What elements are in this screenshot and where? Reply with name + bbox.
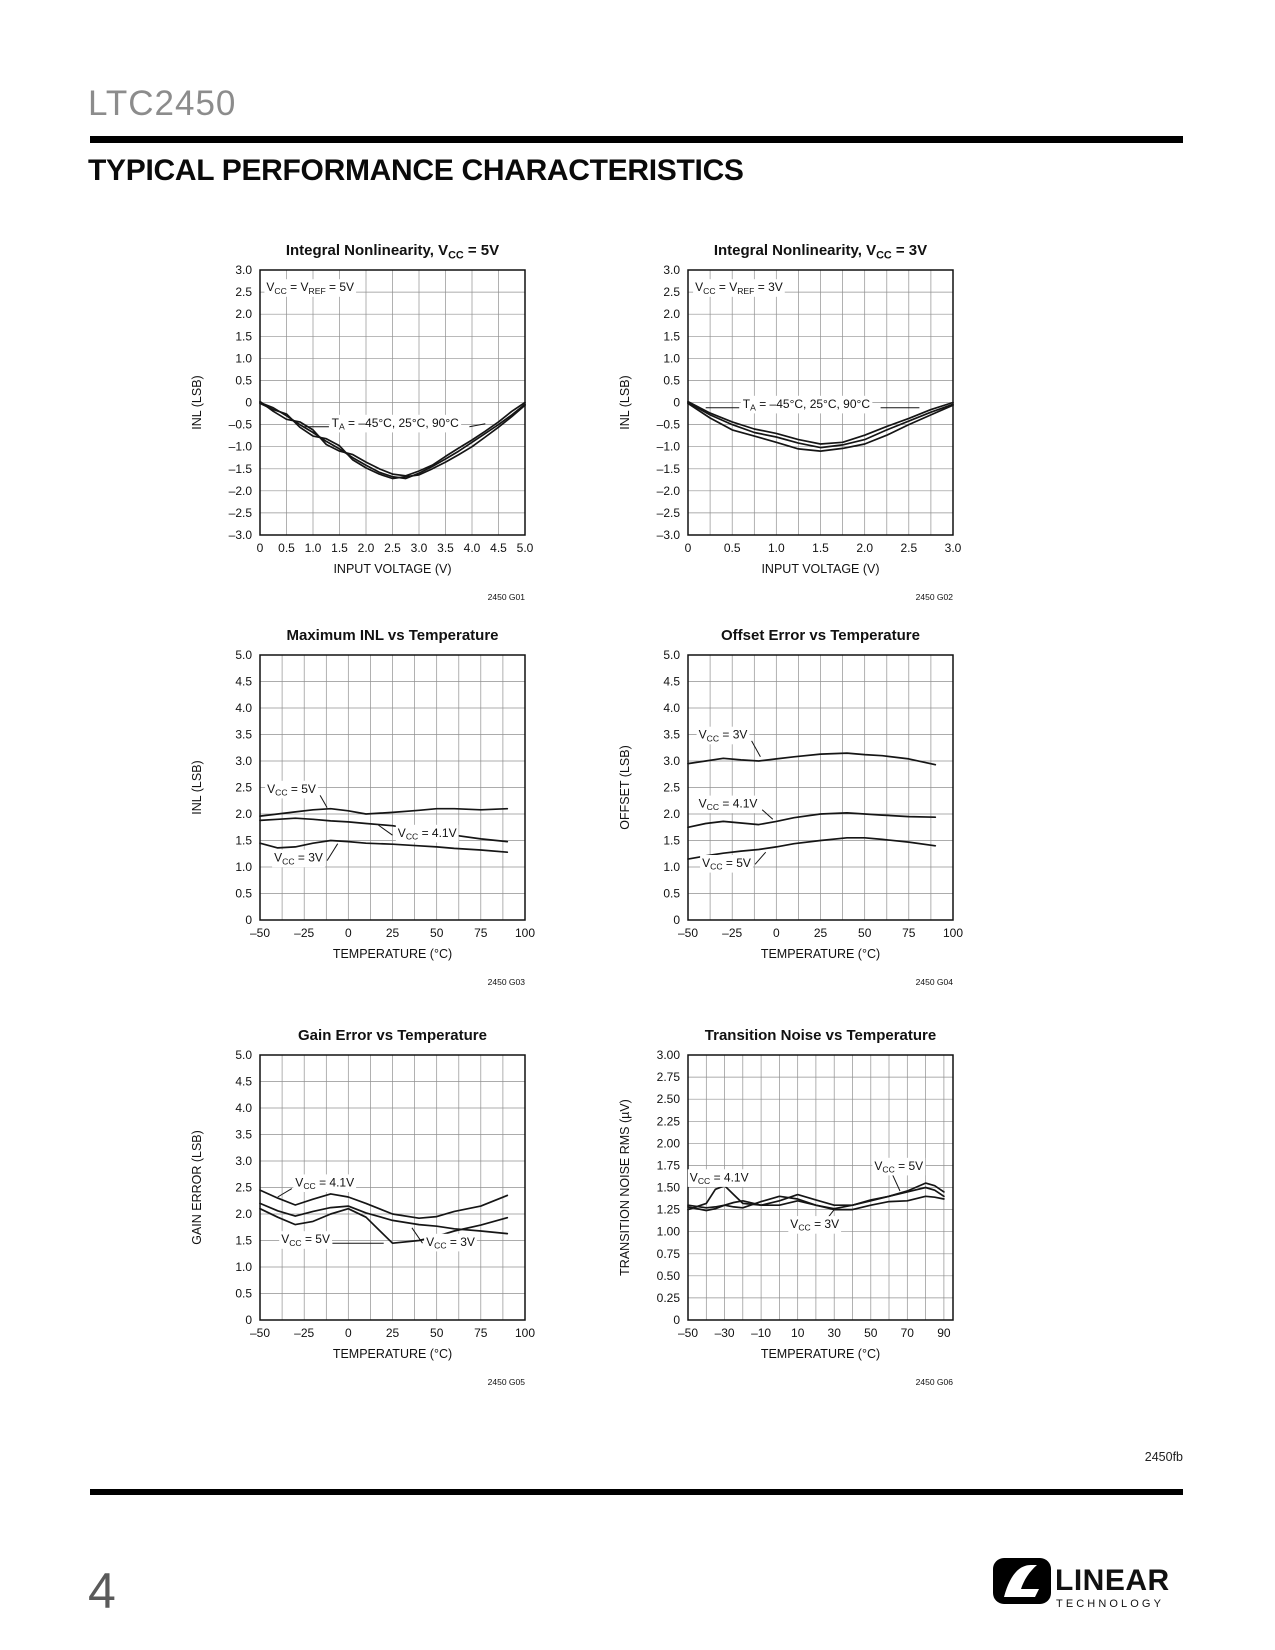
svg-text:0: 0 — [245, 913, 252, 927]
svg-text:2.0: 2.0 — [663, 807, 680, 821]
svg-text:1.5: 1.5 — [663, 833, 680, 848]
svg-text:VCC = 4.1V: $V_{CC} = 4.1V$ — [295, 1175, 355, 1191]
svg-text:3.0: 3.0 — [235, 754, 252, 768]
svg-text:–0.5: –0.5 — [656, 417, 680, 432]
svg-text:–50: –50 — [249, 926, 271, 940]
svg-text:75: 75 — [474, 1326, 488, 1340]
svg-text:–50: –50 — [249, 1326, 271, 1340]
svg-text:Transition Noise vs Temperatur: Transition Noise vs Temperature — [704, 1027, 937, 1044]
svg-text:2.0: 2.0 — [235, 307, 252, 322]
svg-text:VCC = 4.1V: $V_{CC} = 4.1V$ — [698, 796, 758, 813]
svg-text:0: 0 — [673, 1313, 680, 1327]
svg-text:1.0: 1.0 — [304, 541, 322, 555]
svg-text:25: 25 — [385, 1326, 400, 1340]
svg-text:–0.5: –0.5 — [228, 417, 252, 432]
svg-text:2.75: 2.75 — [656, 1070, 680, 1085]
svg-text:VCC = VREF = 3V: $V_{CC} = V_{REF} = 3V$ — [695, 280, 783, 296]
svg-text:4.0: 4.0 — [463, 541, 481, 555]
svg-text:1.50: 1.50 — [656, 1180, 680, 1195]
svg-text:0.5: 0.5 — [663, 886, 680, 901]
svg-text:0.50: 0.50 — [656, 1268, 680, 1283]
svg-text:100: 100 — [942, 926, 964, 940]
svg-text:4.0: 4.0 — [235, 701, 252, 715]
svg-text:3.0: 3.0 — [235, 263, 252, 277]
doc-code: 2450fb — [1144, 1450, 1183, 1464]
svg-text:Integral Nonlinearity, VCC = 3: Integral Nonlinearity, $V_{CC} = 3V$ — [713, 242, 928, 262]
svg-text:–3.0: –3.0 — [656, 528, 680, 542]
chart-integral-nonlinearity-3v — [613, 238, 1063, 606]
svg-text:2450 G01: 2450 G01 — [487, 592, 525, 602]
svg-text:5.0: 5.0 — [516, 541, 534, 555]
svg-text:1.5: 1.5 — [235, 833, 252, 848]
svg-text:25: 25 — [385, 926, 400, 940]
svg-text:0: 0 — [772, 926, 780, 940]
svg-text:4.5: 4.5 — [235, 1074, 252, 1089]
svg-text:0: 0 — [245, 1313, 252, 1327]
svg-text:3.0: 3.0 — [663, 263, 680, 277]
svg-text:Gain Error vs Temperature: Gain Error vs Temperature — [298, 1027, 487, 1044]
svg-text:VCC = 5V: $V_{CC} = 5V$ — [267, 781, 316, 798]
svg-text:2.50: 2.50 — [656, 1092, 680, 1107]
svg-text:VCC = 3V: $V_{CC} = 3V$ — [274, 850, 323, 867]
svg-text:2450 G05: 2450 G05 — [487, 1377, 525, 1387]
svg-text:5.0: 5.0 — [663, 648, 680, 662]
svg-text:50: 50 — [430, 926, 444, 940]
svg-text:1.5: 1.5 — [235, 329, 252, 344]
svg-text:0.5: 0.5 — [235, 373, 252, 388]
svg-text:0: 0 — [344, 926, 352, 940]
svg-text:2450 G02: 2450 G02 — [915, 592, 953, 602]
svg-text:1.00: 1.00 — [656, 1224, 680, 1239]
svg-text:0.5: 0.5 — [723, 541, 741, 555]
svg-text:–30: –30 — [714, 1326, 735, 1340]
svg-text:2.00: 2.00 — [656, 1136, 680, 1151]
svg-text:3.5: 3.5 — [663, 727, 680, 742]
svg-text:TEMPERATURE (°C): TEMPERATURE (°C) — [760, 1347, 881, 1361]
chart-offset-error-vs-temperature — [613, 623, 1063, 991]
svg-text:5.0: 5.0 — [235, 648, 252, 662]
svg-text:–25: –25 — [722, 926, 743, 940]
svg-text:1.0: 1.0 — [235, 860, 252, 874]
svg-text:–1.0: –1.0 — [656, 439, 680, 454]
svg-text:100: 100 — [514, 1326, 536, 1340]
section-title: TYPICAL PERFORMANCE CHARACTERISTICS — [88, 154, 744, 187]
svg-text:–2.5: –2.5 — [228, 505, 252, 520]
svg-text:TRANSITION NOISE RMS (µV): TRANSITION NOISE RMS (µV) — [618, 1099, 632, 1276]
svg-text:TA = –45°C, 25°C, 90°C: $T_A = -45^\circ C$, 25°C, 90°C — [742, 396, 871, 413]
svg-text:2.5: 2.5 — [235, 1180, 252, 1195]
svg-text:1.5: 1.5 — [235, 1233, 252, 1248]
svg-text:3.00: 3.00 — [656, 1048, 680, 1062]
svg-text:VCC = 5V: $V_{CC} = 5V$ — [702, 856, 751, 872]
svg-text:2.25: 2.25 — [656, 1114, 680, 1129]
svg-text:5.0: 5.0 — [235, 1048, 252, 1062]
footer-rule — [90, 1489, 1183, 1495]
svg-text:0: 0 — [245, 395, 252, 410]
svg-text:TEMPERATURE (°C): TEMPERATURE (°C) — [332, 1347, 453, 1361]
svg-text:Offset Error vs Temperature: Offset Error vs Temperature — [721, 627, 920, 644]
svg-text:INL (LSB): INL (LSB) — [190, 375, 204, 430]
svg-text:INPUT VOLTAGE (V): INPUT VOLTAGE (V) — [333, 562, 452, 576]
svg-text:4.0: 4.0 — [663, 701, 680, 715]
svg-text:3.0: 3.0 — [235, 1154, 252, 1168]
svg-text:TA = –45°C, 25°C, 90°C: $T_A = -45^\circ C$, 25°C, 90°C — [331, 415, 459, 432]
svg-text:–1.5: –1.5 — [656, 461, 680, 476]
svg-text:–50: –50 — [677, 1326, 699, 1340]
svg-text:–2.5: –2.5 — [656, 505, 680, 520]
svg-text:25: 25 — [813, 926, 828, 940]
svg-text:4.0: 4.0 — [235, 1101, 252, 1115]
svg-text:100: 100 — [514, 926, 536, 940]
svg-text:0: 0 — [673, 395, 680, 410]
svg-text:INL (LSB): INL (LSB) — [618, 375, 632, 430]
svg-text:TEMPERATURE (°C): TEMPERATURE (°C) — [760, 947, 881, 961]
chart-maximum-inl-vs-temperature — [185, 623, 635, 991]
svg-text:–1.5: –1.5 — [228, 461, 252, 476]
svg-text:1.5: 1.5 — [663, 329, 680, 344]
svg-text:1.75: 1.75 — [656, 1158, 680, 1173]
svg-text:1.5: 1.5 — [331, 541, 348, 555]
chart-integral-nonlinearity-5v — [185, 238, 635, 606]
svg-text:–2.0: –2.0 — [228, 483, 252, 498]
svg-text:4.5: 4.5 — [663, 674, 680, 689]
svg-text:3.5: 3.5 — [235, 727, 252, 742]
svg-text:0: 0 — [673, 913, 680, 927]
svg-text:3.5: 3.5 — [235, 1127, 252, 1142]
svg-text:Maximum INL vs Temperature: Maximum INL vs Temperature — [286, 627, 499, 644]
svg-text:VCC = 5V: $V_{CC} = 5V$ — [281, 1232, 330, 1248]
svg-text:50: 50 — [430, 1326, 444, 1340]
svg-text:VCC = 4.1V: $V_{CC} = 4.1V$ — [397, 825, 457, 842]
svg-text:90: 90 — [937, 1326, 951, 1340]
svg-text:–25: –25 — [294, 926, 315, 940]
svg-text:VCC = 4.1V: $V_{CC} = 4.1V$ — [689, 1170, 749, 1186]
svg-text:2450 G03: 2450 G03 — [487, 977, 525, 987]
svg-text:4.5: 4.5 — [490, 541, 507, 555]
svg-text:1.5: 1.5 — [812, 541, 829, 555]
svg-text:70: 70 — [900, 1326, 914, 1340]
svg-text:0.75: 0.75 — [656, 1246, 680, 1261]
svg-text:2.5: 2.5 — [900, 541, 918, 555]
svg-text:2.5: 2.5 — [384, 541, 401, 555]
svg-text:–50: –50 — [677, 926, 699, 940]
svg-text:1.0: 1.0 — [235, 1260, 252, 1274]
svg-text:0.5: 0.5 — [278, 541, 295, 555]
logo-linear-text: LINEAR — [1055, 1564, 1170, 1597]
svg-text:2.0: 2.0 — [235, 1207, 252, 1221]
svg-text:0.5: 0.5 — [235, 1286, 252, 1301]
svg-text:2.0: 2.0 — [663, 307, 680, 322]
svg-text:3.0: 3.0 — [410, 541, 428, 555]
svg-text:INL (LSB): INL (LSB) — [190, 760, 204, 815]
svg-text:0.5: 0.5 — [235, 886, 252, 901]
svg-text:VCC = 5V: $V_{CC} = 5V$ — [874, 1158, 924, 1175]
svg-text:0.5: 0.5 — [663, 373, 680, 388]
svg-text:0: 0 — [684, 541, 692, 555]
svg-text:2.5: 2.5 — [235, 285, 252, 300]
svg-text:2.5: 2.5 — [663, 780, 680, 795]
svg-text:GAIN ERROR (LSB): GAIN ERROR (LSB) — [190, 1130, 204, 1245]
svg-text:30: 30 — [827, 1326, 841, 1340]
svg-text:VCC = 3V: $V_{CC} = 3V$ — [790, 1217, 840, 1233]
chart-transition-noise-vs-temperature — [613, 1023, 1063, 1391]
linear-technology-logo — [993, 1552, 1188, 1616]
svg-text:0: 0 — [344, 1326, 352, 1340]
svg-text:1.25: 1.25 — [656, 1202, 680, 1217]
svg-text:1.0: 1.0 — [235, 351, 252, 366]
svg-text:–25: –25 — [294, 1326, 315, 1340]
svg-text:75: 75 — [902, 926, 916, 940]
svg-text:–10: –10 — [751, 1326, 772, 1340]
svg-text:–1.0: –1.0 — [228, 439, 252, 454]
svg-text:OFFSET (LSB): OFFSET (LSB) — [618, 745, 632, 830]
svg-text:1.0: 1.0 — [663, 860, 680, 874]
svg-text:4.5: 4.5 — [235, 674, 252, 689]
logo-technology-text: TECHNOLOGY — [1056, 1598, 1165, 1610]
svg-text:75: 75 — [474, 926, 488, 940]
header-rule — [90, 136, 1183, 143]
svg-text:VCC = 3V: $V_{CC} = 3V$ — [698, 727, 748, 744]
page-number: 4 — [88, 1563, 116, 1619]
svg-text:0: 0 — [256, 541, 264, 555]
svg-text:50: 50 — [864, 1326, 878, 1340]
svg-text:–2.0: –2.0 — [656, 483, 680, 498]
svg-text:VCC = VREF = 5V: $V_{CC} = V_{REF} = 5V$ — [266, 280, 355, 296]
svg-text:2.0: 2.0 — [357, 541, 375, 555]
svg-text:3.0: 3.0 — [944, 541, 962, 555]
svg-text:2450 G04: 2450 G04 — [915, 977, 953, 987]
svg-text:INPUT VOLTAGE (V): INPUT VOLTAGE (V) — [761, 562, 880, 576]
svg-text:Integral Nonlinearity, VCC = 5: Integral Nonlinearity, $V_{CC} = 5V$ — [285, 242, 500, 262]
svg-text:2.0: 2.0 — [235, 807, 252, 821]
part-number: LTC2450 — [88, 84, 237, 123]
svg-text:1.0: 1.0 — [663, 351, 680, 366]
svg-text:1.0: 1.0 — [767, 541, 785, 555]
svg-text:3.5: 3.5 — [437, 541, 454, 555]
svg-text:TEMPERATURE (°C): TEMPERATURE (°C) — [332, 947, 453, 961]
svg-text:2.0: 2.0 — [856, 541, 874, 555]
svg-text:50: 50 — [858, 926, 872, 940]
chart-gain-error-vs-temperature — [185, 1023, 635, 1391]
svg-text:0.25: 0.25 — [656, 1290, 680, 1305]
svg-text:3.0: 3.0 — [663, 754, 680, 768]
svg-text:2.5: 2.5 — [663, 285, 680, 300]
svg-text:2450 G06: 2450 G06 — [915, 1377, 953, 1387]
svg-text:2.5: 2.5 — [235, 780, 252, 795]
svg-text:10: 10 — [791, 1326, 805, 1340]
svg-text:–3.0: –3.0 — [228, 528, 252, 542]
svg-text:VCC = 3V: $V_{CC} = 3V$ — [426, 1234, 475, 1251]
